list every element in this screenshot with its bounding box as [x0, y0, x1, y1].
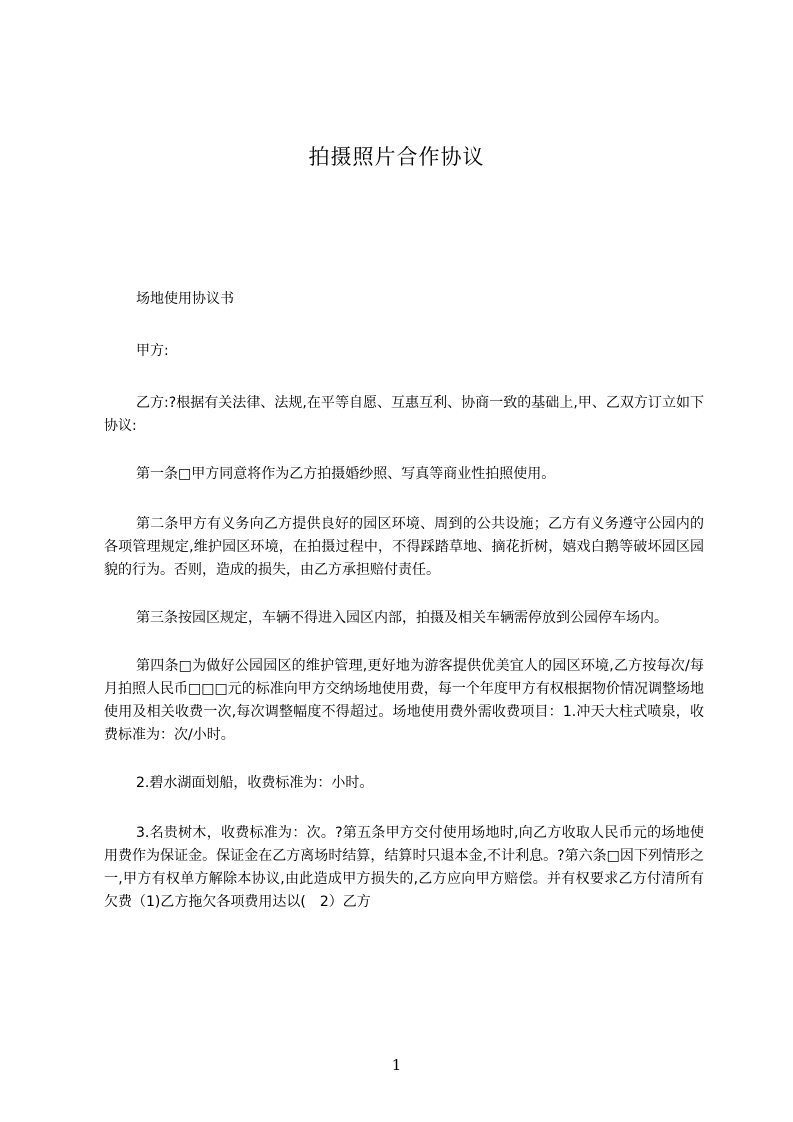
paragraph-article-1: 第一条□甲方同意将作为乙方拍摄婚纱照、写真等商业性拍照使用。	[136, 466, 556, 482]
paragraph-item-3: 3.名贵树木，收费标准为：次。?第五条甲方交付使用场地时,向乙方收取人民币元的场地使用费作为保证金。保证金在乙方离场时结算，结算时只退本金,不计利息。?第六条□因下列情形之一,甲方有权单方解除本协议,由此造成甲方损失的,乙方应向甲方赔偿。并有权要求乙方付清所有欠费（1)乙方拖欠各项费用达以( 2）乙方	[104, 825, 704, 910]
document-body	[104, 288, 704, 939]
paragraph-party-a: 甲方:	[136, 343, 169, 359]
document-title: 拍摄照片合作协议	[308, 145, 485, 169]
page-number: 1	[391, 1056, 402, 1074]
paragraph-article-3: 第三条按园区规定，车辆不得进入园区内部，拍摄及相关车辆需停放到公园停车场内。	[136, 610, 668, 626]
paragraph-article-4: 第四条□为做好公园园区的维护管理,更好地为游客提供优美宜人的园区环境,乙方按每次/每月拍照人民币□□□元的标准向甲方交纳场地使用费，每一个年度甲方有权根据物价情况调整场地使用及相关收费一次,每次调整幅度不得超过。场地使用费外需收费项目：1.冲天大柱式喷泉，收费标准为：次/小时。	[104, 658, 704, 743]
paragraph-article-2: 第二条甲方有义务向乙方提供良好的园区环境、周到的公共设施；乙方有义务遵守公园内的各项管理规定,维护园区环境，在拍摄过程中，不得踩踏草地、摘花折树，嬉戏白鹅等破坏园区园貌的行为。否则，造成的损失，由乙方承担赔付责任。	[104, 516, 704, 578]
paragraph-item-2: 2.碧水湖面划船，收费标准为：小时。	[136, 775, 374, 791]
paragraph-party-b: 乙方:?根据有关法律、法规,在平等自愿、互惠互利、协商一致的基础上,甲、乙双方订立如下协议:	[104, 395, 704, 434]
paragraph-subtitle: 场地使用协议书	[136, 291, 234, 307]
